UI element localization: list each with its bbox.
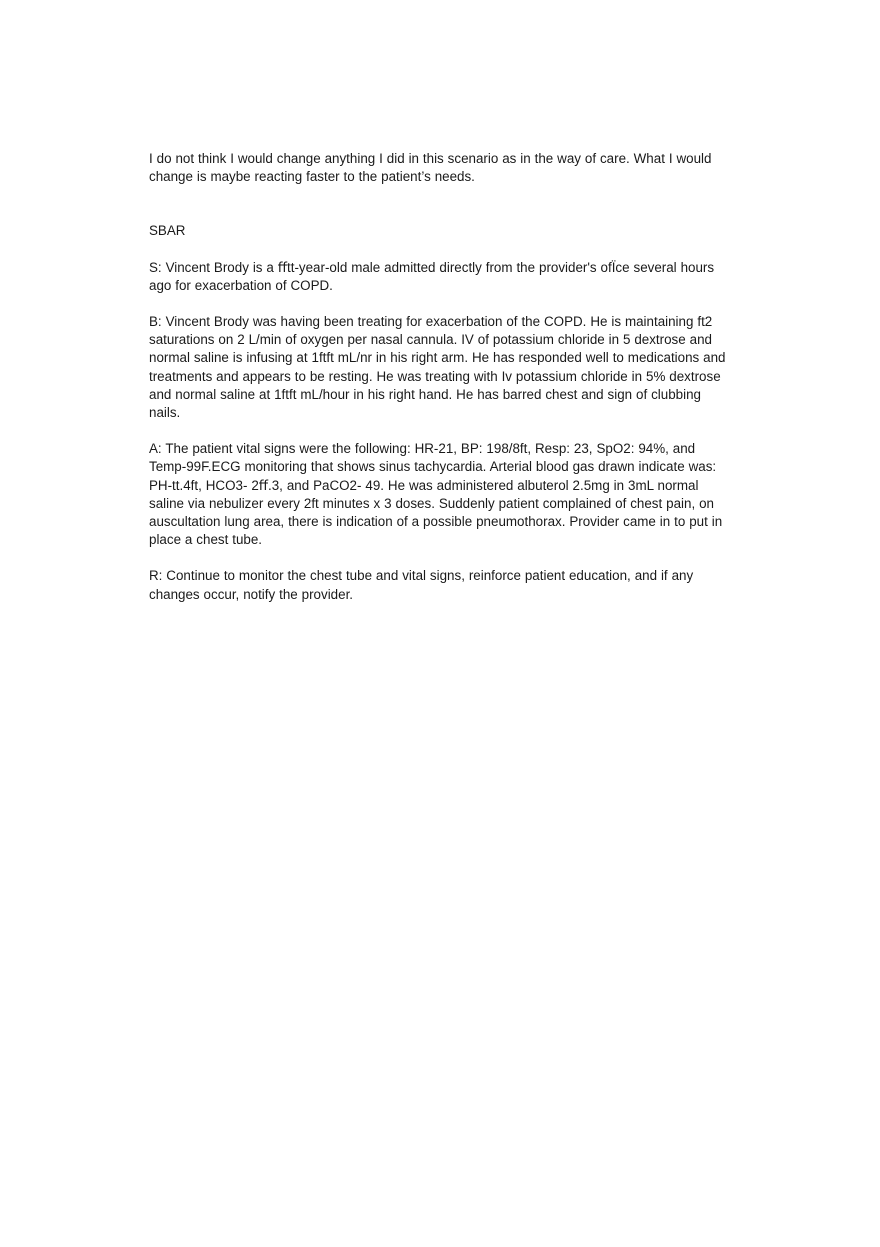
spacer [149, 422, 734, 440]
document-body [149, 150, 734, 604]
recommendation-paragraph: R: Continue to monitor the chest tube and vital signs, reinforce patient education, and if any changes occur, notify the provider. [149, 568, 694, 602]
assessment-paragraph: A: The patient vital signs were the following: HR-21, BP: 198/8ft, Resp: 23, SpO2: 94%, and Temp-99F.ECG monitoring that shows sinus tachycardia. Arterial blood gas drawn indicate was: PH-tt.4ft, HCO3- 2ﬀ.3, and PaCO2- 49. He was administered albuterol 2.5mg in 3mL normal saline via nebulizer every 2ft minutes x 3 doses. Suddenly patient complained of chest pain, on auscultation lung area, there is indication of a possible pneumothorax. Provider came in to put in place a chest tube. [149, 441, 723, 548]
background-paragraph: B: Vincent Brody was having been treating for exacerbation of the COPD. He is maintaining ft2 saturations on 2 L/min of oxygen per nasal cannula. IV of potassium chloride in 5 dextrose and normal saline is infusing at 1ftft mL/nr in his right arm. He has responded well to medications and treatments and appears to be resting. He was treating with Iv potassium chloride in 5% dextrose and normal saline at 1ftft mL/hour in his right hand. He has barred chest and sign of clubbing nails. [149, 314, 726, 421]
intro-paragraph: I do not think I would change anything I did in this scenario as in the way of care. What I would change is maybe reacting faster to the patient’s needs. [149, 151, 712, 185]
situation-paragraph: S: Vincent Brody is a ﬀtt-year-old male admitted directly from the provider's ofÏce several hours ago for exacerbation of COPD. [149, 259, 715, 293]
spacer [149, 295, 734, 313]
sbar-heading: SBAR [149, 223, 186, 239]
spacer [149, 241, 734, 259]
spacer [149, 549, 734, 567]
spacer [149, 186, 734, 222]
